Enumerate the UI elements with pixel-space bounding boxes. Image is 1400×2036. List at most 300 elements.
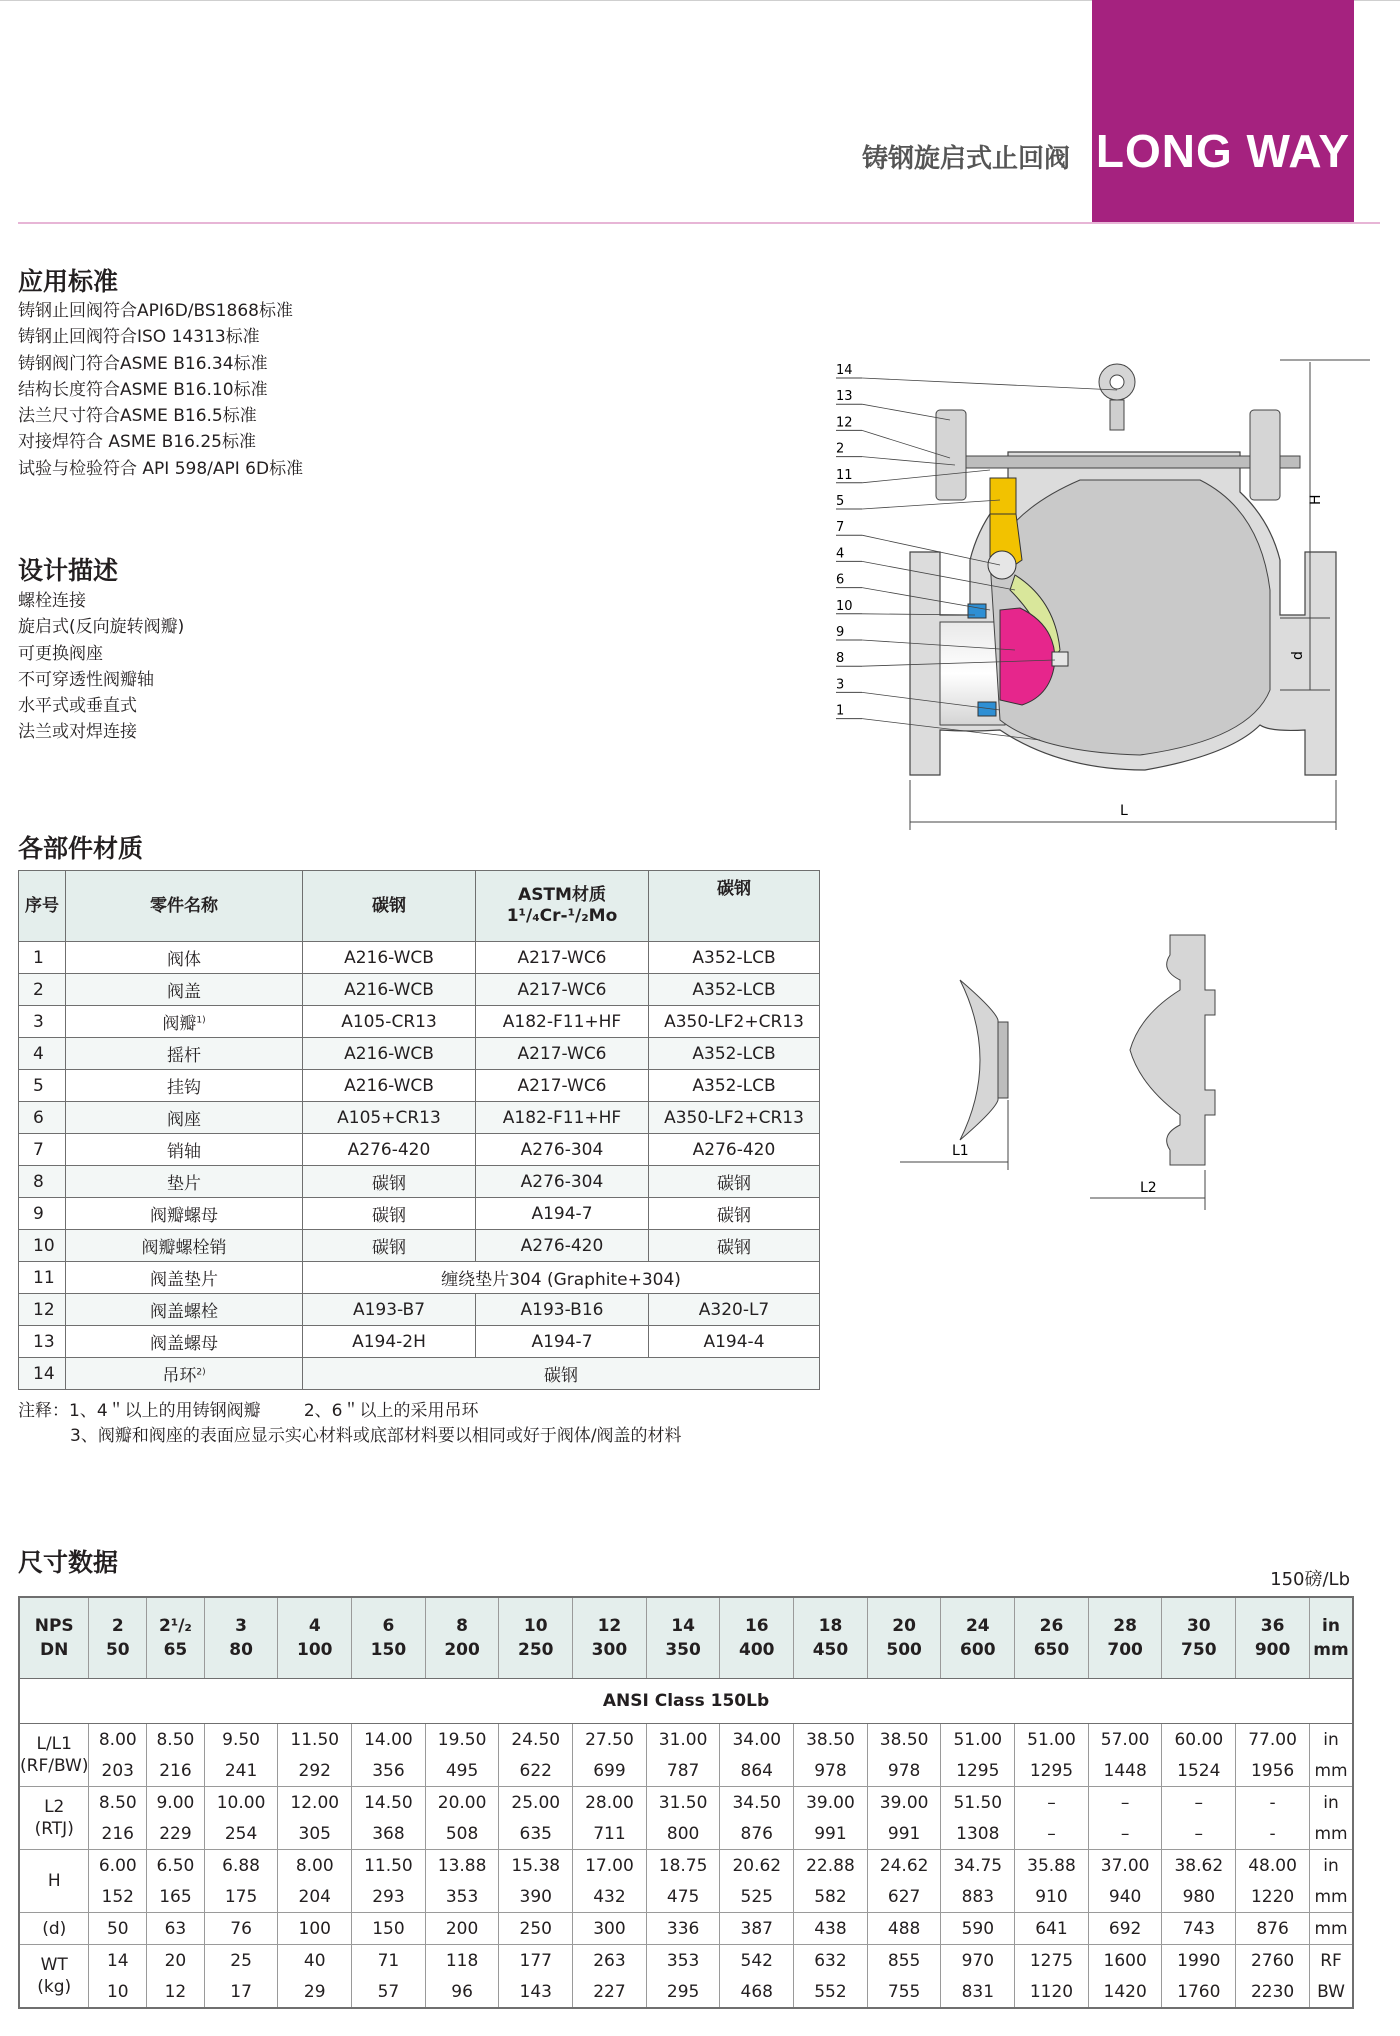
seat-top	[968, 604, 986, 618]
dim-cell: 8.50	[89, 1787, 147, 1819]
dim-size-nps: 8	[456, 1616, 468, 1636]
dim-row-label-line: (RTJ)	[34, 1819, 74, 1839]
callout-number: 6	[836, 572, 845, 588]
material-value: A320-L7	[649, 1294, 820, 1326]
dim-cell: -	[1236, 1818, 1310, 1850]
callout-number: 8	[836, 651, 845, 667]
dim-cell: 76	[204, 1913, 278, 1945]
dim-cell: 991	[867, 1818, 941, 1850]
dim-size-nps: 2¹/₂	[158, 1616, 192, 1636]
callout-number: 12	[836, 415, 853, 431]
dim-cell: 1760	[1162, 1976, 1236, 2008]
material-part	[66, 1326, 303, 1358]
material-row	[19, 1166, 820, 1198]
dim-unit-cell: mm	[1310, 1881, 1354, 1913]
dim-row	[19, 1976, 1353, 2008]
dim-cell: 305	[278, 1818, 352, 1850]
dim-header-unit-mm: mm	[1313, 1640, 1349, 1660]
lifting-eye-hole	[1110, 375, 1124, 389]
dim-cell: 910	[1015, 1881, 1089, 1913]
material-value: A276-304	[476, 1166, 649, 1198]
callout-leader	[862, 500, 1000, 509]
material-row	[19, 1134, 820, 1166]
material-part-name: 阀盖	[167, 982, 201, 1002]
dim-cell: 12.00	[278, 1787, 352, 1819]
material-part-name: 垫片	[167, 1174, 201, 1194]
callout-number: 1	[836, 703, 845, 719]
material-part	[66, 974, 303, 1006]
header-divider	[18, 222, 1380, 224]
weld-end-lip	[998, 1022, 1008, 1098]
dim-cell: 50	[89, 1913, 147, 1945]
dim-header-dn: DN	[40, 1640, 69, 1660]
dim-cell: 14.00	[352, 1724, 426, 1756]
material-part-name: 阀瓣螺母	[150, 1206, 218, 1226]
dim-cell: 37.00	[1088, 1850, 1162, 1882]
material-no: 6	[19, 1102, 66, 1134]
page-subtitle: 铸钢旋启式止回阀	[861, 144, 1070, 174]
material-part	[66, 1006, 303, 1038]
dim-header-unit	[1310, 1597, 1354, 1679]
dim-size-dn: 400	[739, 1640, 775, 1660]
dim-cell: 241	[204, 1755, 278, 1787]
material-no: 11	[19, 1262, 66, 1294]
dim-size-header	[1088, 1597, 1162, 1679]
dim-cell: 63	[147, 1913, 205, 1945]
material-value: A193-B7	[303, 1294, 476, 1326]
dim-size-dn: 500	[886, 1640, 922, 1660]
standard-item: 结构长度符合ASME B16.10标准	[18, 379, 268, 400]
dim-cell: 2760	[1236, 1945, 1310, 1977]
dim-cell: 1295	[1015, 1755, 1089, 1787]
material-part-name: 阀体	[167, 950, 201, 970]
material-footnote-mark: 1)	[196, 1015, 206, 1026]
material-value: A276-420	[476, 1230, 649, 1262]
dim-size-dn: 200	[444, 1640, 480, 1660]
material-row	[19, 1358, 820, 1390]
material-value: A193-B16	[476, 1294, 649, 1326]
dim-cell: 1448	[1088, 1755, 1162, 1787]
dim-cell: 10	[89, 1976, 147, 2008]
dim-cell: 27.50	[573, 1724, 647, 1756]
dim-cell: 980	[1162, 1881, 1236, 1913]
dim-cell: 542	[720, 1945, 794, 1977]
dim-cell: 353	[425, 1881, 499, 1913]
dim-cell: 203	[89, 1755, 147, 1787]
dim-cell: 19.50	[425, 1724, 499, 1756]
col-header-astm	[476, 871, 649, 942]
material-value: A182-F11+HF	[476, 1102, 649, 1134]
design-title: 设计描述	[18, 556, 119, 585]
material-part-name: 摇杆	[167, 1046, 201, 1066]
dim-cell: 38.62	[1162, 1850, 1236, 1882]
dim-row-label-line: (kg)	[37, 1977, 72, 1997]
design-item: 不可穿透性阀瓣轴	[18, 669, 154, 690]
callout-leader	[862, 470, 990, 483]
dim-cell: 692	[1088, 1913, 1162, 1945]
dim-cell: 508	[425, 1818, 499, 1850]
material-part	[66, 1358, 303, 1390]
material-no: 3	[19, 1006, 66, 1038]
dim-cell: 876	[1236, 1913, 1310, 1945]
material-value: A105+CR13	[303, 1102, 476, 1134]
dim-cell: 263	[573, 1945, 647, 1977]
material-no: 7	[19, 1134, 66, 1166]
dim-cell: 39.00	[867, 1787, 941, 1819]
material-spanned-value: 碳钢	[303, 1358, 820, 1390]
dim-cell: -	[1236, 1787, 1310, 1819]
dimensions-table	[18, 1596, 1354, 2009]
material-value: A217-WC6	[476, 1038, 649, 1070]
dim-row-label-line: H	[47, 1871, 61, 1891]
dim-cell: 60.00	[1162, 1724, 1236, 1756]
dim-row-label-line: (RF/BW)	[20, 1756, 89, 1776]
callout-number: 2	[836, 441, 845, 457]
material-value: A276-420	[649, 1134, 820, 1166]
dim-cell: 216	[147, 1755, 205, 1787]
dim-cell: 800	[646, 1818, 720, 1850]
dim-cell: 711	[573, 1818, 647, 1850]
material-part-name: 挂钩	[167, 1078, 201, 1098]
materials-title: 各部件材质	[18, 834, 144, 863]
dim-cell: 11.50	[278, 1724, 352, 1756]
dim-cell: 20	[147, 1945, 205, 1977]
dim-cell: 883	[941, 1881, 1015, 1913]
material-value: A217-WC6	[476, 942, 649, 974]
dim-size-nps: 2	[111, 1616, 124, 1636]
dim-cell: 34.50	[720, 1787, 794, 1819]
material-part	[66, 1166, 303, 1198]
dim-cell: 991	[794, 1818, 868, 1850]
dim-cell: 641	[1015, 1913, 1089, 1945]
material-part	[66, 1230, 303, 1262]
material-no: 12	[19, 1294, 66, 1326]
material-row	[19, 1198, 820, 1230]
dim-size-dn: 600	[960, 1640, 996, 1660]
dim-cell: 229	[147, 1818, 205, 1850]
material-no: 9	[19, 1198, 66, 1230]
material-part	[66, 1198, 303, 1230]
material-value: 碳钢	[649, 1198, 820, 1230]
dim-cell: 39.00	[794, 1787, 868, 1819]
material-part	[66, 942, 303, 974]
dim-size-header	[794, 1597, 868, 1679]
material-value: A182-F11+HF	[476, 1006, 649, 1038]
dim-row-label	[19, 1724, 89, 1787]
material-value: A105-CR13	[303, 1006, 476, 1038]
standards-list	[18, 298, 303, 482]
design-item: 可更换阀座	[18, 643, 103, 664]
dim-cell: –	[1162, 1818, 1236, 1850]
dim-size-header	[867, 1597, 941, 1679]
dim-size-dn: 650	[1033, 1640, 1070, 1660]
dim-d-label: d	[1290, 651, 1306, 660]
dim-unit-cell: RF	[1310, 1945, 1354, 1977]
dim-cell: 25.00	[499, 1787, 573, 1819]
dim-size-dn: 65	[163, 1640, 188, 1660]
material-part-name: 吊环	[162, 1366, 197, 1386]
dim-cell: 368	[352, 1818, 426, 1850]
dim-cell: 25	[204, 1945, 278, 1977]
dim-size-header	[278, 1597, 352, 1679]
material-value: 碳钢	[649, 1166, 820, 1198]
dim-size-header	[147, 1597, 205, 1679]
dim-row	[19, 1818, 1353, 1850]
dim-cell: –	[1088, 1787, 1162, 1819]
dim-size-header	[1236, 1597, 1310, 1679]
dim-cell: 24.62	[867, 1850, 941, 1882]
callout-number: 11	[836, 467, 853, 483]
material-part-name: 阀盖垫片	[150, 1270, 218, 1290]
material-value: 碳钢	[303, 1198, 476, 1230]
dim-cell: 9.00	[147, 1787, 205, 1819]
brand-banner	[1092, 0, 1354, 222]
lifting-eye-stem	[1110, 400, 1124, 430]
dim-h-label: H	[1308, 494, 1324, 505]
dim-size-dn: 350	[665, 1640, 701, 1660]
standards-title: 应用标准	[18, 267, 119, 296]
dim-size-nps: 12	[597, 1616, 622, 1636]
material-value: A350-LF2+CR13	[649, 1102, 820, 1134]
dim-cell: 35.88	[1015, 1850, 1089, 1882]
material-part-name: 阀瓣	[162, 1014, 197, 1034]
dim-cell: 13.88	[425, 1850, 499, 1882]
dim-unit-cell: BW	[1310, 1976, 1354, 2008]
dim-size-header	[425, 1597, 499, 1679]
dim-cell: 353	[646, 1945, 720, 1977]
material-part	[66, 1070, 303, 1102]
material-row	[19, 1006, 820, 1038]
dim-cell: 22.88	[794, 1850, 868, 1882]
dim-l-label: L	[1120, 803, 1128, 819]
dim-size-dn: 250	[518, 1640, 554, 1660]
col-header-astm-line2: 1¹/₄Cr-¹/₂Mo	[506, 906, 618, 926]
disc-nut	[1052, 652, 1068, 666]
dim-cell: 488	[867, 1913, 941, 1945]
dim-row-label	[19, 1850, 89, 1913]
dim-row	[19, 1850, 1353, 1882]
dim-cell: 204	[278, 1881, 352, 1913]
dim-row-label-line: (d)	[42, 1918, 67, 1939]
dim-size-dn: 900	[1254, 1640, 1291, 1660]
material-value: A194-4	[649, 1326, 820, 1358]
dim-cell: 1600	[1088, 1945, 1162, 1977]
dim-row-label	[19, 1945, 89, 2009]
dim-cell: 51.00	[1015, 1724, 1089, 1756]
dim-cell: 31.50	[646, 1787, 720, 1819]
dim-cell: –	[1015, 1818, 1089, 1850]
dim-size-nps: 6	[382, 1616, 395, 1636]
dim-row-label-line: L2	[44, 1797, 65, 1817]
standard-item: 试验与检验符合 API 598/API 6D标准	[18, 458, 304, 479]
dim-row-label-line: WT	[40, 1955, 68, 1975]
dim-cell: 96	[425, 1976, 499, 2008]
dim-cell: 475	[646, 1881, 720, 1913]
material-value: A276-304	[476, 1134, 649, 1166]
dim-size-dn: 100	[296, 1640, 333, 1660]
dim-cell: 831	[941, 1976, 1015, 2008]
material-no: 4	[19, 1038, 66, 1070]
dim-cell: 118	[425, 1945, 499, 1977]
standard-item: 铸钢阀门符合ASME B16.34标准	[18, 353, 268, 374]
dim-cell: 38.50	[794, 1724, 868, 1756]
dim-unit-cell: mm	[1310, 1755, 1354, 1787]
dim-cell: 6.88	[204, 1850, 278, 1882]
dim-cell: 40	[278, 1945, 352, 1977]
dim-header-label	[19, 1597, 89, 1679]
callout-number: 7	[836, 520, 845, 536]
design-item: 水平式或垂直式	[18, 696, 137, 717]
dim-cell: 175	[204, 1881, 278, 1913]
hinge-pin	[988, 551, 1016, 579]
dim-cell: 699	[573, 1755, 647, 1787]
dim-cell: 1295	[941, 1755, 1015, 1787]
dim-cell: 2230	[1236, 1976, 1310, 2008]
dim-l2-label: L2	[1140, 1180, 1157, 1196]
material-value: A276-420	[303, 1134, 476, 1166]
dim-cell: 622	[499, 1755, 573, 1787]
material-part	[66, 1294, 303, 1326]
material-value: A194-7	[476, 1326, 649, 1358]
dim-size-dn: 750	[1181, 1640, 1217, 1660]
dim-cell: 14.50	[352, 1787, 426, 1819]
butt-weld-end-drawing	[900, 950, 1070, 1190]
dim-header-nps: NPS	[34, 1616, 74, 1636]
material-no: 1	[19, 942, 66, 974]
material-value: 碳钢	[303, 1166, 476, 1198]
dim-cell: 29	[278, 1976, 352, 2008]
dim-row-label	[19, 1913, 89, 1945]
dim-cell: 978	[794, 1755, 868, 1787]
material-part-name: 销轴	[167, 1142, 201, 1162]
dim-cell: 627	[867, 1881, 941, 1913]
dim-cell: 14	[89, 1945, 147, 1977]
dim-cell: 582	[794, 1881, 868, 1913]
dim-l1-label: L1	[952, 1143, 969, 1159]
dim-cell: 1308	[941, 1818, 1015, 1850]
dim-cell: 468	[720, 1976, 794, 2008]
material-value: A352-LCB	[649, 1038, 820, 1070]
material-part-name: 阀座	[167, 1110, 201, 1130]
dim-cell: –	[1088, 1818, 1162, 1850]
dim-cell: 1120	[1015, 1976, 1089, 2008]
dim-cell: 150	[352, 1913, 426, 1945]
material-value: A216-WCB	[303, 942, 476, 974]
dim-cell: 71	[352, 1945, 426, 1977]
dim-cell: 787	[646, 1755, 720, 1787]
rtj-flange-end-drawing	[1090, 920, 1240, 1210]
dim-cell: 143	[499, 1976, 573, 2008]
callout-number: 14	[836, 363, 853, 378]
dim-row	[19, 1945, 1353, 1977]
material-value: 碳钢	[649, 1230, 820, 1262]
material-part	[66, 1038, 303, 1070]
callout-number: 3	[836, 677, 845, 693]
material-part	[66, 1262, 303, 1294]
dim-cell: 28.00	[573, 1787, 647, 1819]
dim-cell: 387	[720, 1913, 794, 1945]
dim-cell: 293	[352, 1881, 426, 1913]
material-no: 13	[19, 1326, 66, 1358]
material-no: 2	[19, 974, 66, 1006]
dim-unit-cell: in	[1310, 1787, 1354, 1819]
dim-size-dn: 450	[812, 1640, 849, 1660]
material-row	[19, 1262, 820, 1294]
dim-cell: 390	[499, 1881, 573, 1913]
valve-cross-section-drawing	[836, 360, 1360, 860]
material-row	[19, 974, 820, 1006]
dim-cell: 17	[204, 1976, 278, 2008]
dim-cell: 12	[147, 1976, 205, 2008]
material-row	[19, 942, 820, 974]
dim-unit-cell: in	[1310, 1724, 1354, 1756]
dim-cell: 978	[867, 1755, 941, 1787]
dim-cell: 51.50	[941, 1787, 1015, 1819]
dim-cell: 10.00	[204, 1787, 278, 1819]
material-part-name: 阀盖螺栓	[150, 1302, 218, 1322]
dim-cell: 356	[352, 1755, 426, 1787]
dim-size-header	[89, 1597, 147, 1679]
material-value: A217-WC6	[476, 1070, 649, 1102]
hanger-top	[990, 478, 1016, 514]
material-value: A350-LF2+CR13	[649, 1006, 820, 1038]
dim-unit-cell: in	[1310, 1850, 1354, 1882]
dim-row	[19, 1881, 1353, 1913]
dim-size-nps: 18	[818, 1616, 843, 1636]
dim-cell: 20.00	[425, 1787, 499, 1819]
dim-cell: 227	[573, 1976, 647, 2008]
dim-cell: 1524	[1162, 1755, 1236, 1787]
material-part-name: 阀瓣螺栓销	[141, 1238, 227, 1258]
dim-size-nps: 36	[1260, 1616, 1285, 1636]
dim-cell: 1420	[1088, 1976, 1162, 2008]
dim-row	[19, 1755, 1353, 1787]
dim-row	[19, 1913, 1353, 1945]
dim-cell: 495	[425, 1755, 499, 1787]
dim-cell: 152	[89, 1881, 147, 1913]
dim-row-label	[19, 1787, 89, 1850]
standard-item: 铸钢止回阀符合API6D/BS1868标准	[18, 301, 293, 321]
dim-size-nps: 28	[1113, 1616, 1137, 1636]
material-row	[19, 1326, 820, 1358]
dim-cell: 57	[352, 1976, 426, 2008]
col-header-no: 序号	[19, 871, 66, 942]
dim-size-nps: 16	[744, 1616, 769, 1636]
design-list	[18, 588, 184, 746]
dim-cell: 635	[499, 1818, 573, 1850]
material-part-name: 阀盖螺母	[150, 1334, 218, 1354]
dim-cell: 31.00	[646, 1724, 720, 1756]
dim-cell: 200	[425, 1913, 499, 1945]
callout-number: 13	[836, 389, 853, 405]
dim-row	[19, 1724, 1353, 1756]
dim-cell: 432	[573, 1881, 647, 1913]
dim-unit-cell: mm	[1310, 1913, 1354, 1945]
dim-cell: 48.00	[1236, 1850, 1310, 1882]
dim-size-header	[204, 1597, 278, 1679]
material-no: 14	[19, 1358, 66, 1390]
dim-cell: 755	[867, 1976, 941, 2008]
material-value: A194-7	[476, 1198, 649, 1230]
material-row	[19, 1102, 820, 1134]
dim-cell: –	[1015, 1787, 1089, 1819]
dim-size-nps: 3	[235, 1616, 247, 1636]
dim-cell: 876	[720, 1818, 794, 1850]
dim-row	[19, 1787, 1353, 1819]
dim-size-dn: 700	[1107, 1640, 1143, 1660]
dim-cell: 216	[89, 1818, 147, 1850]
bonnet-bolt-right	[1250, 410, 1280, 500]
